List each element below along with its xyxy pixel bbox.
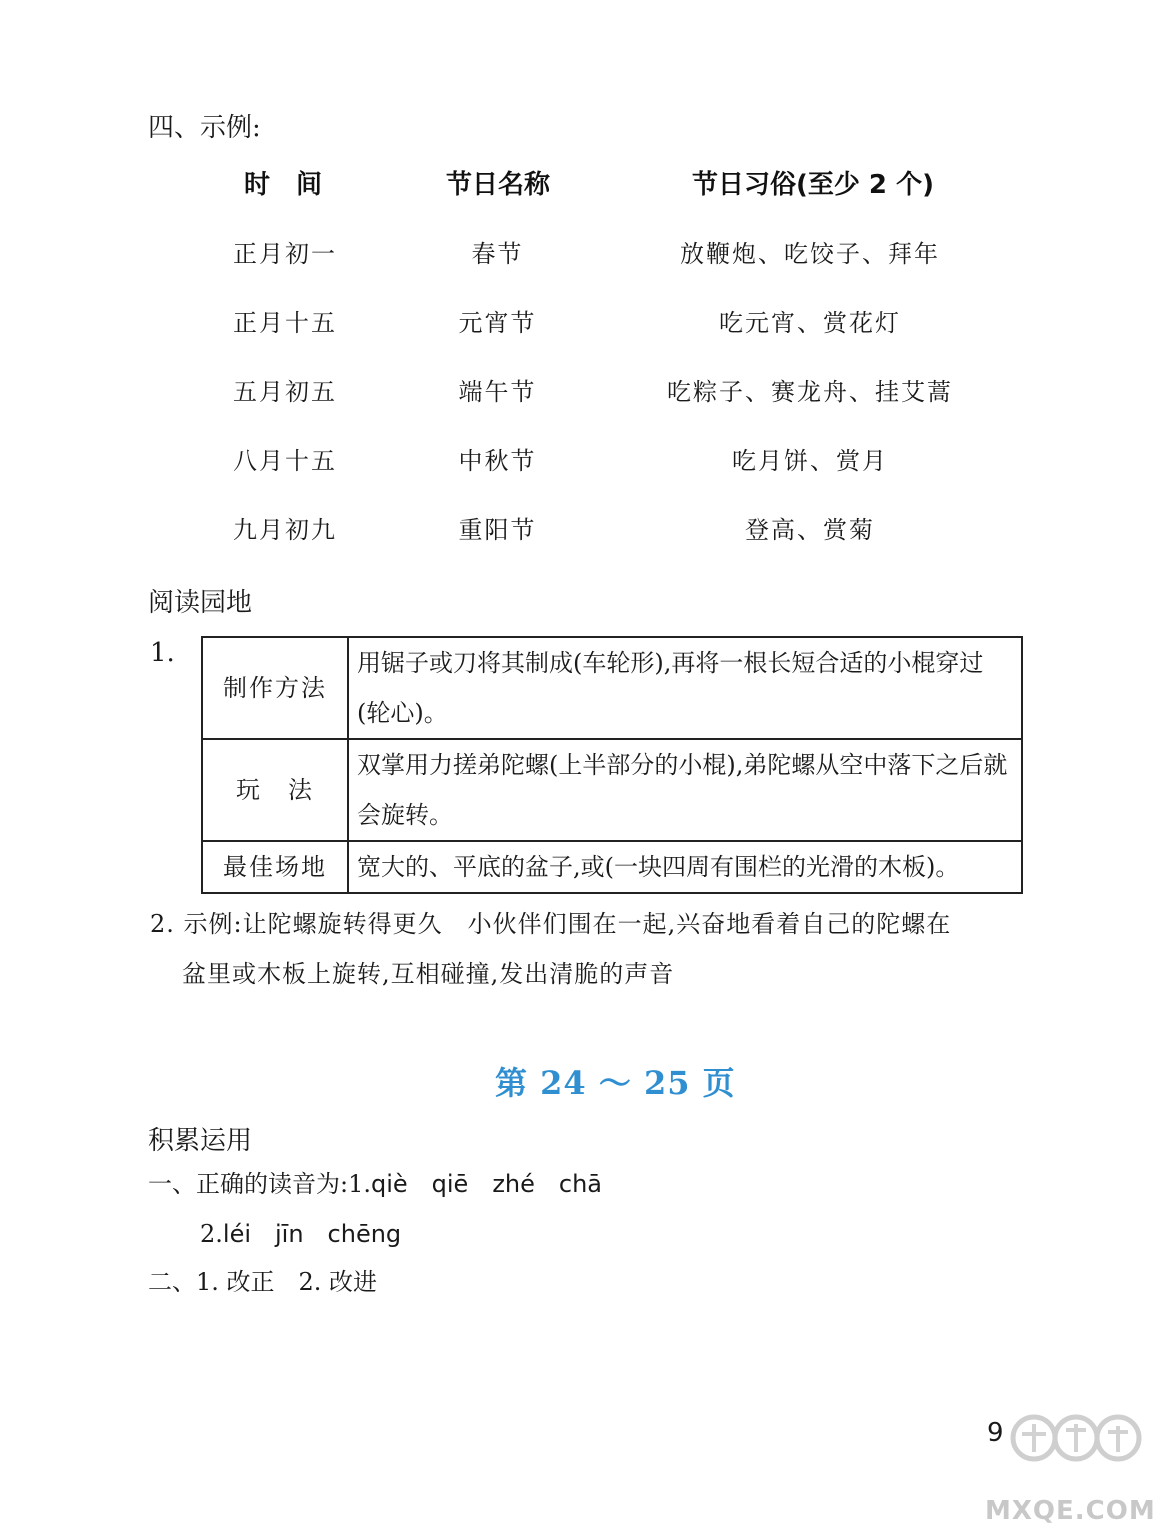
reading-section-title: 阅读园地 — [148, 588, 253, 618]
festival-time: 九月初九 — [233, 516, 337, 544]
table-row-content: 双掌用力搓弟陀螺(上半部分的小棍),弟陀螺从空中落下之后就会旋转。 — [348, 739, 1022, 841]
page-range-title: 第 24 ～ 25 页 — [495, 1064, 736, 1102]
header-festival-name: 节日名称 — [446, 170, 551, 200]
festival-time: 五月初五 — [233, 378, 337, 406]
accumulate-section-title: 积累运用 — [148, 1126, 253, 1156]
accumulate-question-1 — [148, 1170, 602, 1199]
table-row — [202, 841, 1022, 893]
table-row-label: 制作方法 — [202, 637, 348, 739]
table-row-label: 最佳场地 — [202, 841, 348, 893]
festival-name: 中秋节 — [458, 447, 537, 475]
table-row — [202, 739, 1022, 841]
question-2-line-2: 盆里或木板上旋转,互相碰撞,发出清脆的声音 — [182, 960, 675, 988]
festival-time: 八月十五 — [233, 447, 337, 475]
pinyin-answers-2: léi jīn chēng — [222, 1220, 402, 1248]
question-1-line-2-prefix: 2. — [200, 1220, 223, 1248]
festival-custom: 吃粽子、赛龙舟、挂艾蒿 — [667, 378, 953, 406]
festival-custom: 登高、赏菊 — [745, 516, 875, 544]
question-1-number: 1. — [150, 638, 175, 668]
page-number: 9 — [987, 1418, 1004, 1448]
festival-time: 正月初一 — [233, 240, 337, 268]
table-row-label: 玩 法 — [202, 739, 348, 841]
header-festival-customs: 节日习俗(至少 2 个) — [692, 170, 934, 200]
toy-instructions-table — [201, 636, 1023, 894]
table-row-content: 用锯子或刀将其制成(车轮形),再将一根长短合适的小棍穿过(轮心)。 — [348, 637, 1022, 739]
festival-time: 正月十五 — [233, 309, 337, 337]
question-1-prefix: 一、正确的读音为:1. — [148, 1170, 371, 1198]
pinyin-answers-1: qiè qiē zhé chā — [370, 1170, 603, 1198]
festival-name: 重阳节 — [458, 516, 537, 544]
festival-name: 春节 — [471, 240, 524, 268]
festival-custom: 吃元宵、赏花灯 — [719, 309, 901, 337]
festival-custom: 吃月饼、赏月 — [732, 447, 888, 475]
festival-custom: 放鞭炮、吃饺子、拜年 — [680, 240, 940, 268]
festival-name: 端午节 — [458, 378, 537, 406]
section-4-label: 四、示例: — [148, 113, 261, 143]
accumulate-question-1-line-2 — [200, 1220, 401, 1249]
accumulate-question-2: 二、1. 改正 2. 改进 — [148, 1268, 378, 1296]
festival-name: 元宵节 — [458, 309, 537, 337]
table-row-content: 宽大的、平底的盆子,或(一块四周有围栏的光滑的木板)。 — [348, 841, 1022, 893]
table-row — [202, 637, 1022, 739]
question-2-line-1: 2. 示例:让陀螺旋转得更久 小伙伴们围在一起,兴奋地看着自己的陀螺在 — [150, 910, 952, 938]
watermark-text: MXQE.COM — [985, 1496, 1156, 1526]
header-time: 时 间 — [244, 170, 323, 200]
